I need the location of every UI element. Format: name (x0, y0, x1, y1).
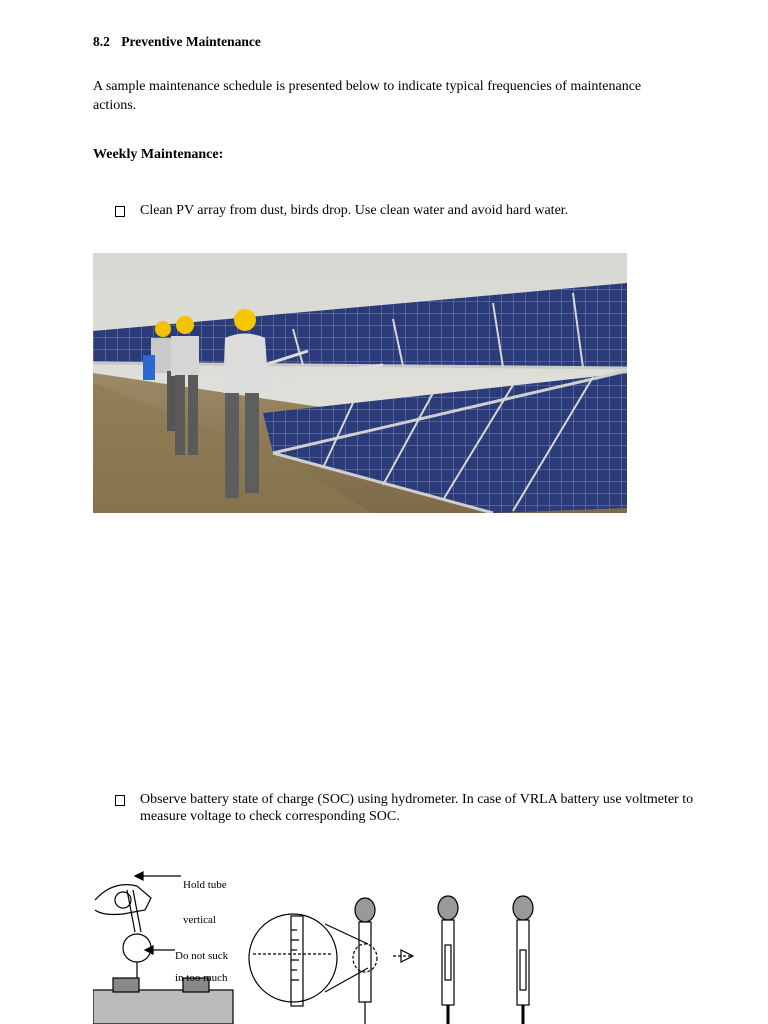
bullet-text: Clean PV array from dust, birds drop. Use clean water and avoid hard water. (140, 203, 569, 218)
section-heading (93, 34, 261, 50)
section-number: 8.2 (93, 34, 110, 49)
label-in-too-much: in too much (175, 972, 228, 984)
intro-paragraph: A sample maintenance schedule is presented below to indicate typical frequencies of maintenance actions. (93, 79, 642, 113)
section-title: Preventive Maintenance (121, 34, 261, 49)
hydrometer-illustration (93, 850, 553, 1024)
bullet-box-icon (115, 206, 125, 217)
bullet-text: Observe battery state of charge (SOC) using hydrometer. In case of VRLA battery use voltmeter to measure voltage to check corresponding SOC. (140, 792, 694, 824)
bullet-box-icon (115, 795, 125, 806)
solar-cleaning-photo (93, 253, 627, 513)
bullet-observe-soc (115, 791, 695, 825)
label-hold-tube: Hold tube (183, 879, 227, 891)
label-vertical: vertical (183, 914, 216, 926)
label-do-not-suck: Do not suck (175, 950, 229, 962)
bullet-clean-pv (115, 202, 695, 219)
hydrometer-diagram (93, 850, 553, 1024)
weekly-maintenance-heading: Weekly Maintenance: (93, 147, 224, 162)
